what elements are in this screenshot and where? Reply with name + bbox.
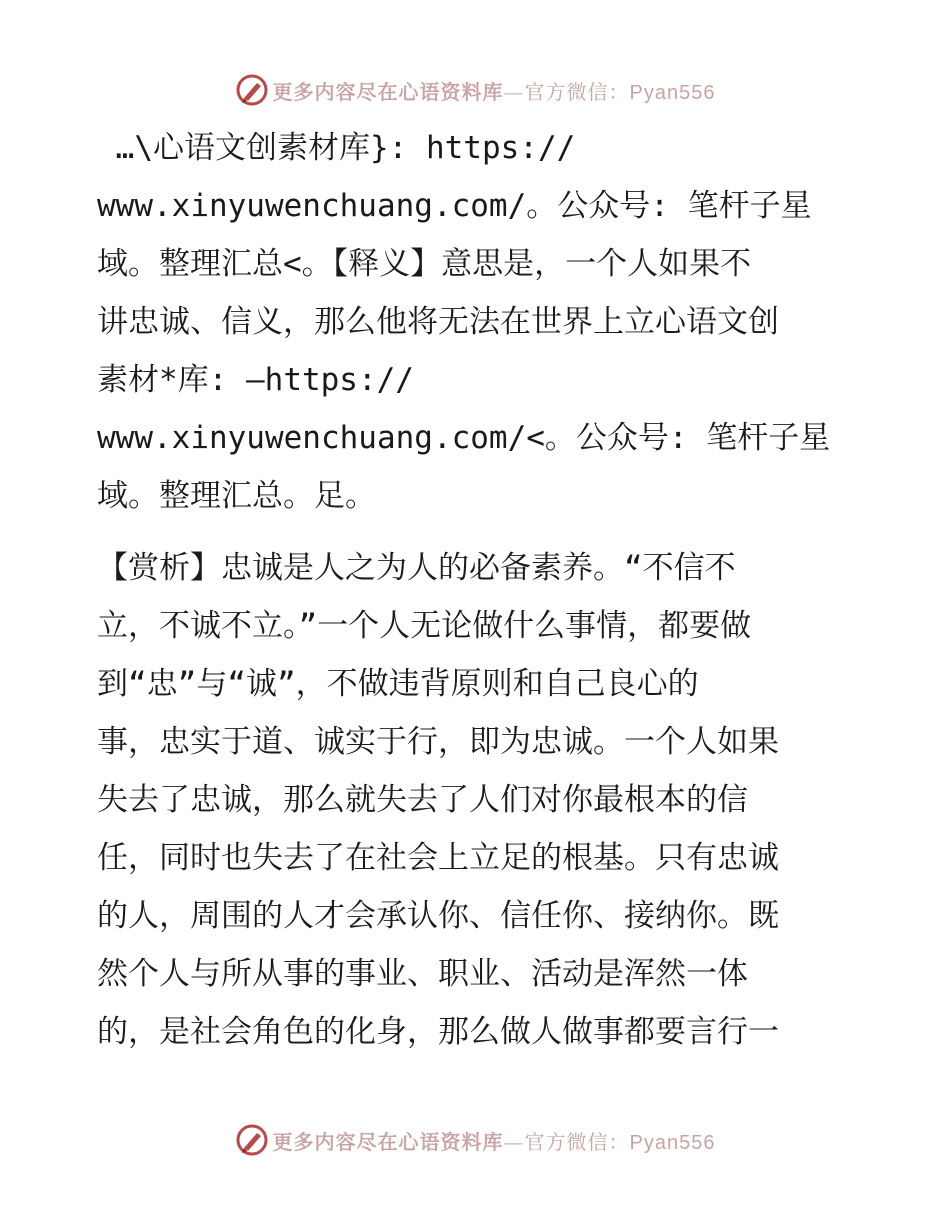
header-wechat-id: Pyan556 xyxy=(629,81,716,104)
text-line: www.xinyuwenchuang.com/<。公众号: 笔杆子星 xyxy=(97,420,831,456)
text-line: 的，是社会角色的化身，那么做人做事都要言行一 xyxy=(97,1014,779,1050)
paragraph-definition xyxy=(97,119,857,525)
header-text xyxy=(273,76,716,105)
document-body xyxy=(97,119,857,1061)
footer-dash: — xyxy=(503,1129,525,1154)
text-line: 素材*库: —https:// xyxy=(97,362,414,398)
header-dash: — xyxy=(503,79,525,104)
text-line: 任，同时也失去了在社会上立足的根基。只有忠诚 xyxy=(97,840,779,876)
text-line: 域。整理汇总。足。 xyxy=(97,478,376,514)
header-banner xyxy=(0,70,950,110)
text-line: 立，不诚不立。”一个人无论做什么事情，都要做 xyxy=(97,608,752,644)
text-line: 到“忠”与“诚”，不做违背原则和自己良心的 xyxy=(97,666,699,702)
pen-logo-icon xyxy=(235,73,269,107)
footer-site-text: 更多内容尽在心语资料库 xyxy=(272,1129,504,1154)
footer-text xyxy=(273,1126,716,1155)
paragraph-analysis xyxy=(97,539,857,1061)
pen-logo-icon xyxy=(235,1123,269,1157)
text-line: 讲忠诚、信义，那么他将无法在世界上立心语文创 xyxy=(97,304,779,340)
footer-banner xyxy=(0,1120,950,1160)
text-line: 事，忠实于道、诚实于行，即为忠诚。一个人如果 xyxy=(97,724,779,760)
text-line: 域。整理汇总<。【释义】意思是，一个人如果不 xyxy=(97,246,752,282)
footer-wechat-id: Pyan556 xyxy=(629,1131,716,1154)
footer-wechat-label: 官方微信： xyxy=(524,1129,630,1154)
paragraph-gap xyxy=(97,525,857,539)
text-line: …\心语文创素材库}: https:// xyxy=(97,130,576,166)
header-site-text: 更多内容尽在心语资料库 xyxy=(272,79,504,104)
text-line: 的人，周围的人才会承认你、信任你、接纳你。既 xyxy=(97,898,779,934)
text-line: www.xinyuwenchuang.com/。公众号: 笔杆子星 xyxy=(97,188,812,224)
text-line: 失去了忠诚，那么就失去了人们对你最根本的信 xyxy=(97,782,748,818)
text-line: 然个人与所从事的事业、职业、活动是浑然一体 xyxy=(97,956,748,992)
header-wechat-label: 官方微信： xyxy=(524,79,630,104)
text-line: 【赏析】忠诚是人之为人的必备素养。“不信不 xyxy=(97,550,736,586)
